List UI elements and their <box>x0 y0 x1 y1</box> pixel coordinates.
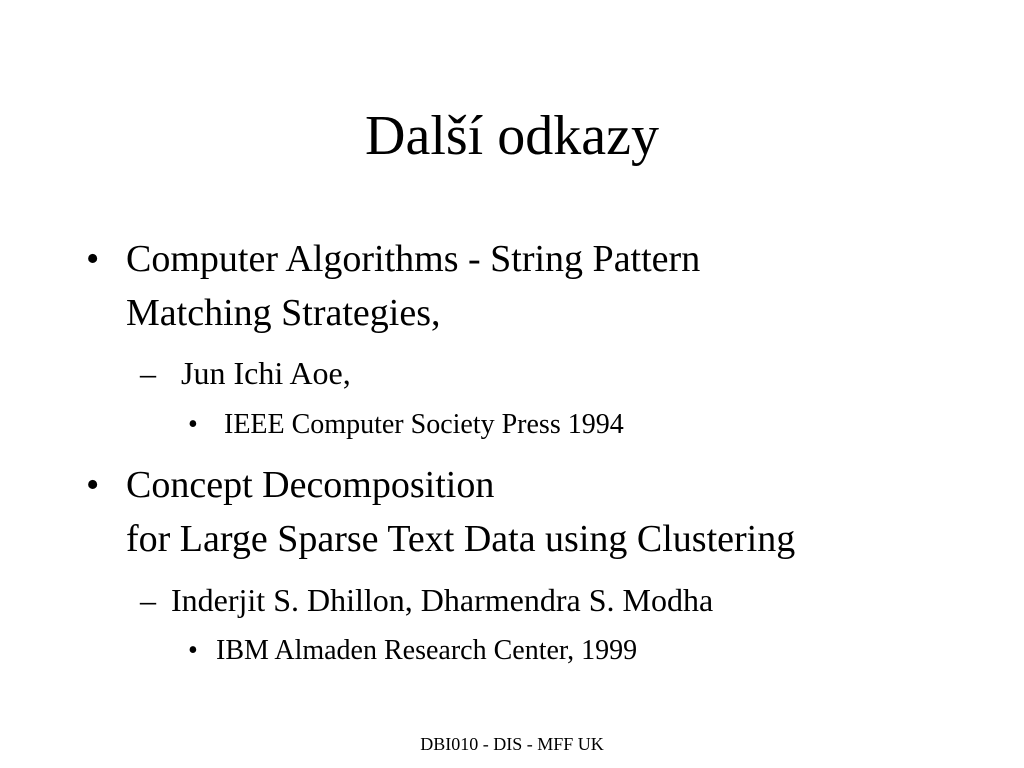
bullet-marker: • <box>86 238 100 280</box>
subsub-item-1-text: IEEE Computer Society Press 1994 <box>224 409 624 440</box>
sub-item-1 <box>0 353 1024 393</box>
bullet-marker-small: • <box>188 409 198 440</box>
subsub-item-2-text: IBM Almaden Research Center, 1999 <box>216 635 638 666</box>
sub-item-2 <box>0 580 1024 620</box>
bullet-item-2-line-1: Concept Decomposition <box>126 464 495 506</box>
bullet-item-2 <box>0 458 1024 566</box>
bullet-item-1 <box>0 232 1024 340</box>
bullet-marker: • <box>86 464 100 506</box>
bullet-marker-small: • <box>188 635 198 666</box>
bullet-item-1-line-2: Matching Strategies, <box>126 292 441 334</box>
subsub-item-1 <box>0 407 1024 443</box>
sub-item-1-text: Jun Ichi Aoe, <box>181 355 351 391</box>
subsub-item-2 <box>0 633 1024 669</box>
dash-marker: – <box>140 355 156 391</box>
bullet-item-2-line-2: for Large Sparse Text Data using Clustering <box>126 518 796 560</box>
slide-title: Další odkazy <box>365 105 659 167</box>
sub-item-2-text: Inderjit S. Dhillon, Dharmendra S. Modha <box>171 582 714 618</box>
slide-footer: DBI010 - DIS - MFF UK <box>420 734 604 754</box>
dash-marker: – <box>140 582 156 618</box>
bullet-item-1-line-1: Computer Algorithms - String Pattern <box>126 238 701 280</box>
